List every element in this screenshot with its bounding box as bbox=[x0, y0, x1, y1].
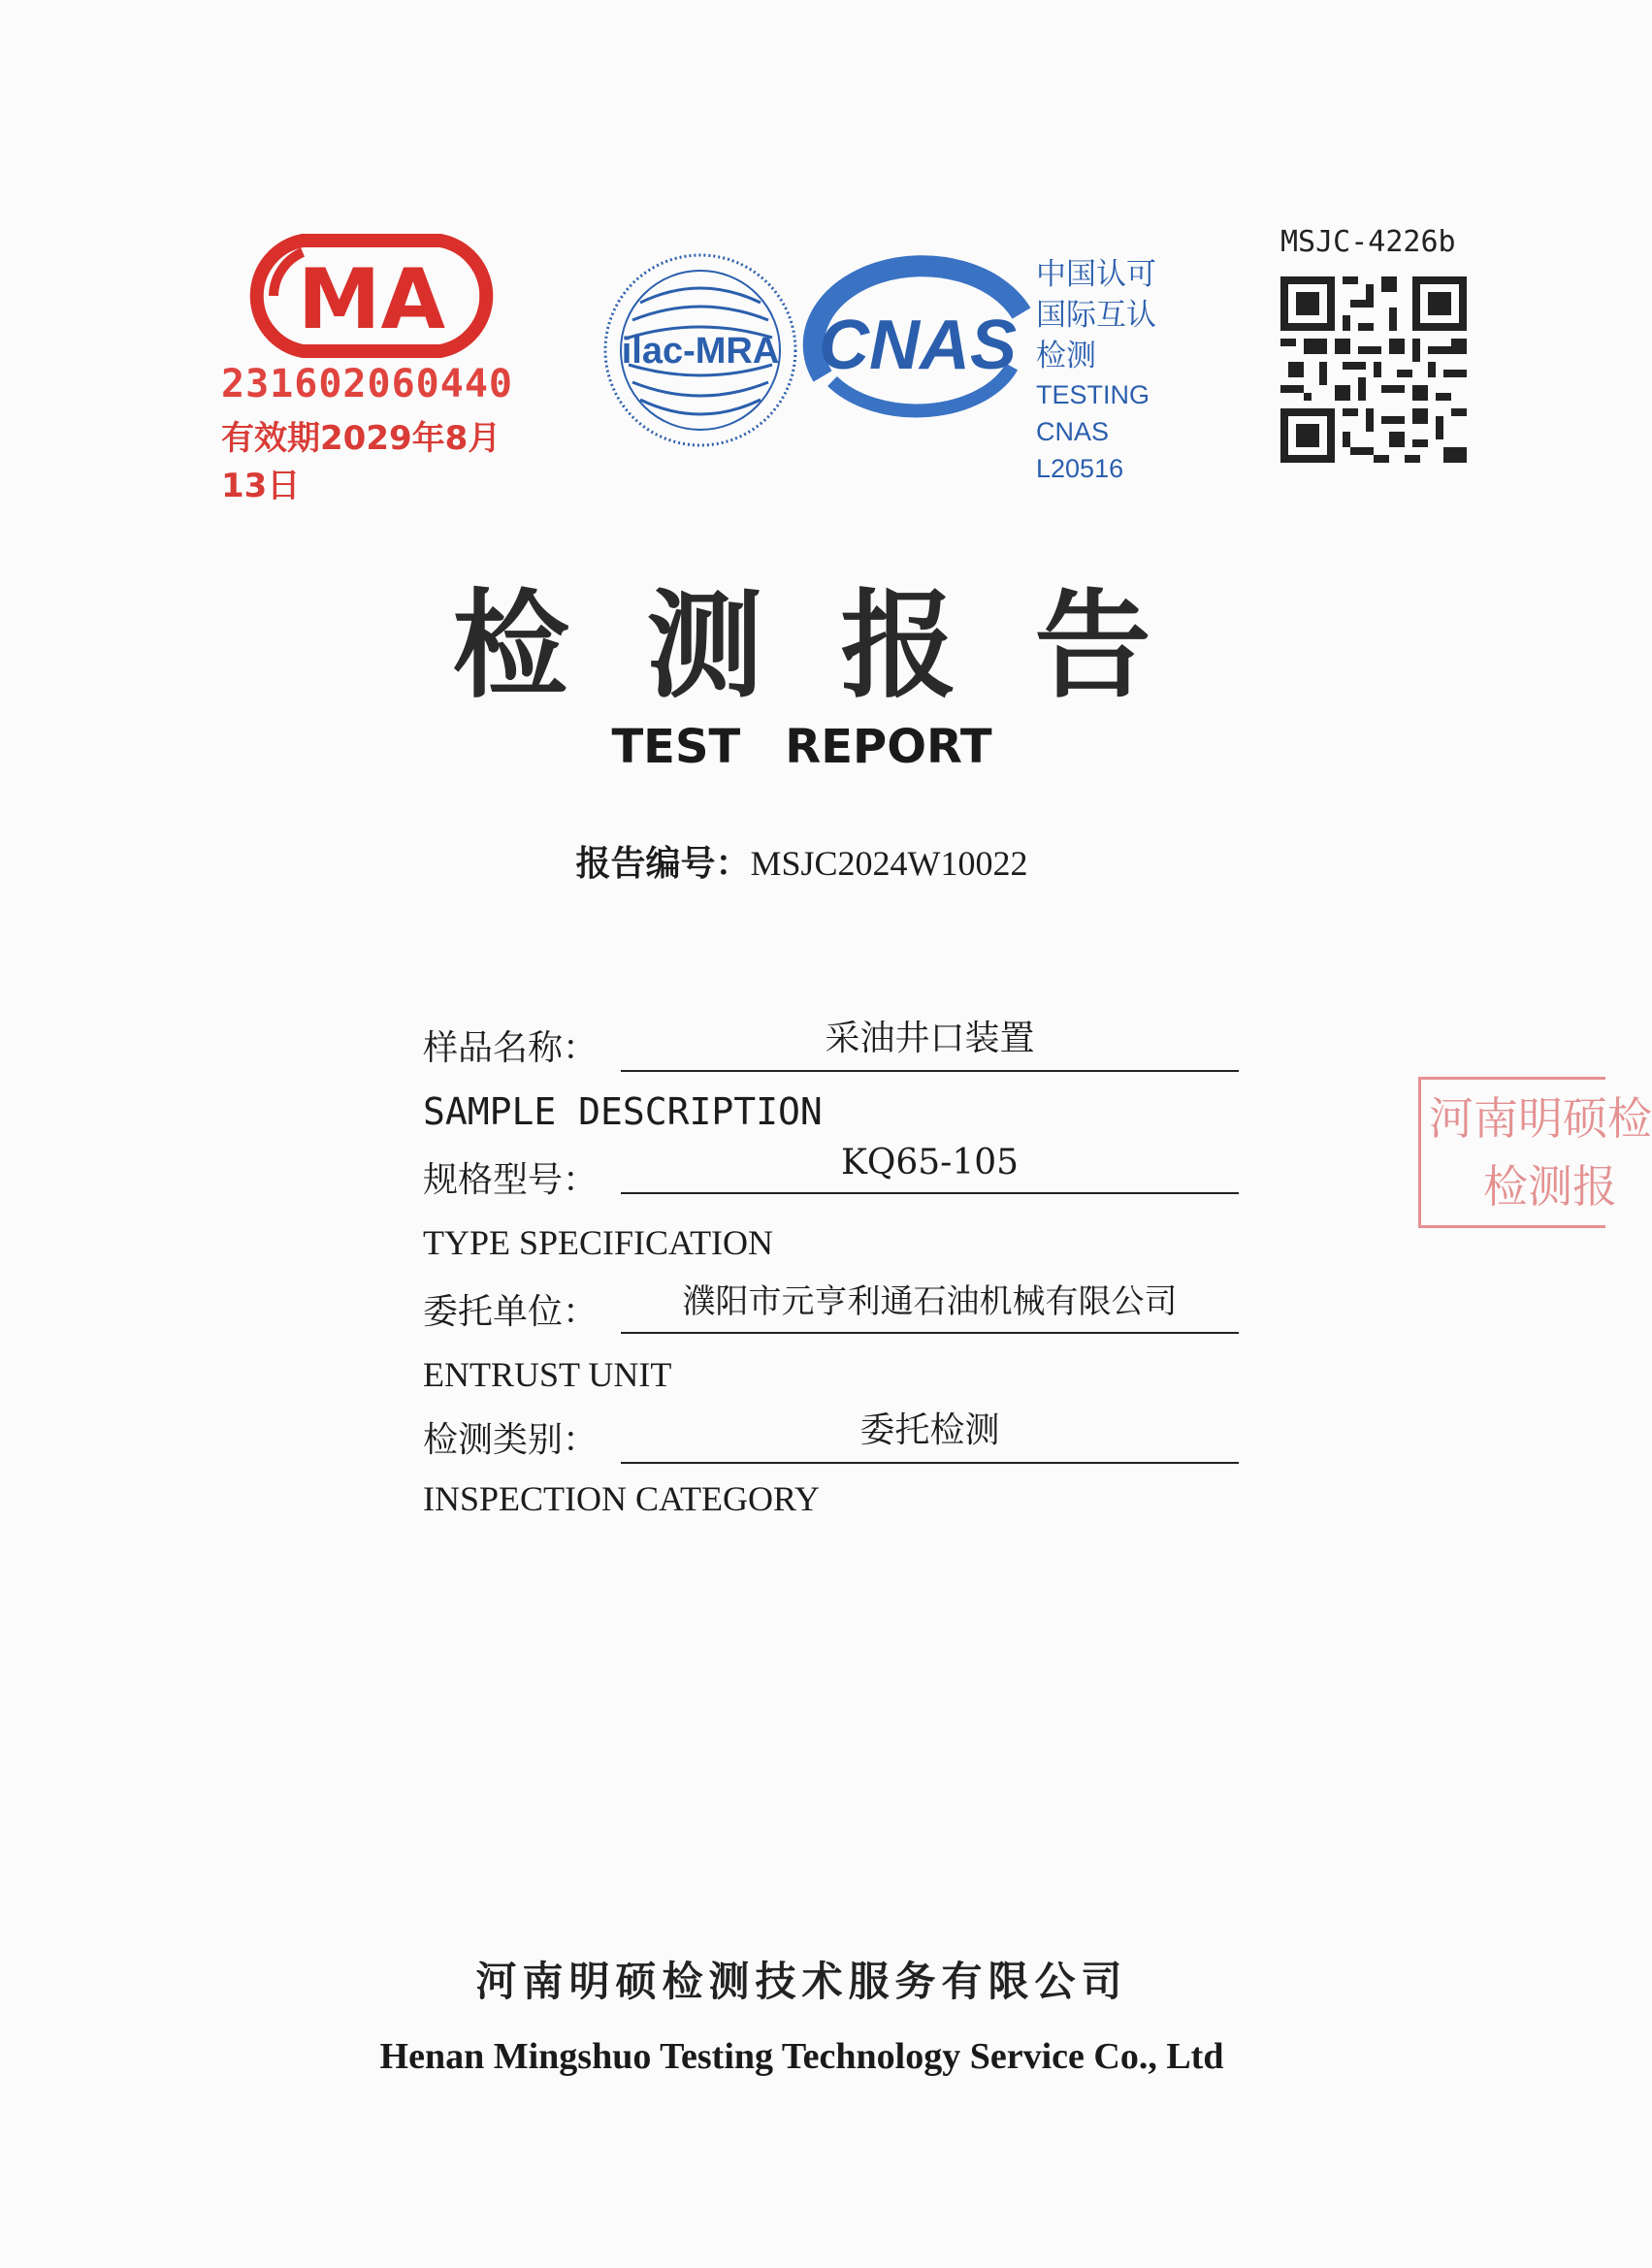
report-code: MSJC-4226b bbox=[1280, 225, 1456, 259]
cnas-logo bbox=[803, 260, 1036, 435]
cma-mark-text: MA bbox=[297, 251, 446, 348]
category-label-en: INSPECTION CATEGORY bbox=[423, 1479, 821, 1518]
stamp-line-2: 检测报 bbox=[1483, 1160, 1617, 1213]
company-stamp bbox=[1418, 1077, 1652, 1228]
ilac-globe-icon bbox=[601, 244, 800, 456]
title-en-word-2: REPORT bbox=[785, 720, 992, 774]
sample-value: 采油井口装置 bbox=[621, 1011, 1239, 1072]
company-name-zh: 河南明硕检测技术服务有限公司 bbox=[475, 1958, 1128, 2005]
company-name-en: Henan Mingshuo Testing Technology Service Co., Ltd bbox=[379, 2036, 1224, 2077]
category-label-zh: 检测类别： bbox=[423, 1420, 599, 1460]
cnas-line-5: CNAS L20516 bbox=[1036, 417, 1124, 483]
sample-label-zh: 样品名称： bbox=[423, 1028, 599, 1068]
report-number-label: 报告编号： bbox=[575, 844, 751, 884]
cma-mark bbox=[221, 233, 541, 505]
qr-code-icon bbox=[1280, 276, 1467, 463]
cnas-line-2: 国际互认 bbox=[1036, 298, 1156, 333]
title-en-word-1: TEST bbox=[611, 720, 741, 774]
cnas-line-3: 检测 bbox=[1036, 339, 1096, 373]
cnas-accreditation-text bbox=[1036, 254, 1201, 487]
page-title-zh: 检测报告 bbox=[452, 577, 1229, 714]
type-value: KQ65-105 bbox=[621, 1143, 1239, 1194]
cma-validity: 有效期2029年8月13日 bbox=[221, 419, 502, 505]
entrust-label-en: ENTRUST UNIT bbox=[423, 1355, 672, 1394]
cnas-logo-text: CNAS bbox=[818, 307, 1018, 384]
report-number-value: MSJC2024W10022 bbox=[750, 844, 1028, 883]
type-label-zh: 规格型号： bbox=[423, 1160, 599, 1200]
category-value: 委托检测 bbox=[621, 1403, 1239, 1464]
cnas-line-1: 中国认可 bbox=[1036, 257, 1156, 292]
ilac-text: ilac-MRA bbox=[621, 331, 780, 372]
cnas-swoosh-icon bbox=[803, 260, 1036, 435]
cnas-line-4: TESTING bbox=[1036, 380, 1150, 409]
stamp-line-1: 河南明硕检 bbox=[1429, 1092, 1652, 1145]
cma-logo-icon bbox=[244, 233, 499, 359]
page-title-en bbox=[0, 720, 1603, 774]
ilac-mra-logo bbox=[601, 244, 800, 456]
report-number bbox=[0, 836, 1603, 886]
cma-number: 231602060440 bbox=[221, 362, 513, 406]
entrust-value: 濮阳市元亨利通石油机械有限公司 bbox=[621, 1275, 1239, 1334]
entrust-label-zh: 委托单位： bbox=[423, 1292, 599, 1332]
sample-label-en: SAMPLE DESCRIPTION bbox=[423, 1090, 823, 1133]
type-label-en: TYPE SPECIFICATION bbox=[423, 1223, 774, 1262]
